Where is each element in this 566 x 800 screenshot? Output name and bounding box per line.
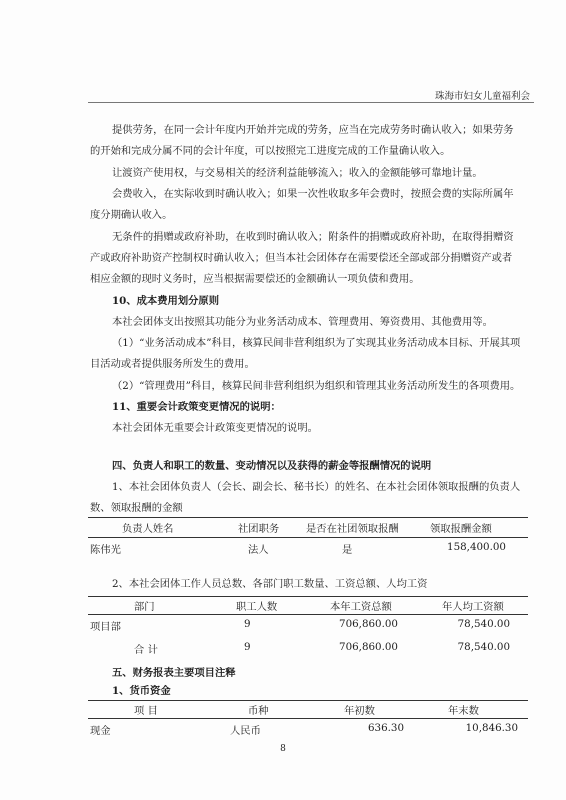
table-rule <box>88 700 528 701</box>
table-cell: 陈伟光 <box>90 544 121 556</box>
table-cell: 78,540.00 <box>457 618 510 630</box>
table-header-cell: 领取报酬金额 <box>430 523 492 535</box>
organization-name: 珠海市妇女儿童福利会 <box>434 91 530 102</box>
paragraph-line: 1、本社会团体负责人（会长、副会长、秘书长）的姓名、在本社会团体领取报酬的负责人 <box>112 481 521 493</box>
table-rule <box>88 718 528 719</box>
paragraph-line: 产或政府补助资产控制权时确认收入；但当本社会团体存在需要偿还全部或部分捐赠资产或者 <box>90 252 513 264</box>
header-rule <box>88 102 534 103</box>
table-header-cell: 年末数 <box>448 705 479 717</box>
table-cell: 9 <box>244 641 251 653</box>
table-header-cell: 职工人数 <box>236 601 278 613</box>
paragraph-line: 2、本社会团体工作人员总数、各部门职工数量、工资总额、人均工资 <box>112 578 428 590</box>
paragraph-line: （2）“管理费用”科目，核算民间非营利组织为组织和管理其业务活动所发生的各项费用。 <box>112 380 521 392</box>
paragraph-line: 提供劳务，在同一会计年度内开始并完成的劳务，应当在完成劳务时确认收入；如果劳务 <box>112 124 514 136</box>
paragraph-line: 让渡资产使用权，与交易相关的经济利益能够流入；收入的金额能够可靠地计量。 <box>112 167 483 179</box>
chapter-heading: 五、财务报表主要项目注释 <box>112 667 236 679</box>
paragraph-line: 相应金额的现时义务时，应当根据需要偿还的金额确认一项负债和费用。 <box>90 273 420 285</box>
table-cell: 现金 <box>90 725 111 737</box>
table-rule <box>88 537 528 538</box>
table-cell: 10,846.30 <box>465 722 518 734</box>
table-header-cell: 币种 <box>248 705 269 717</box>
paragraph-line: 目活动或者提供服务所发生的费用。 <box>90 358 255 370</box>
paragraph-line: 的开始和完成分属不同的会计年度，可以按照完工进度完成的工作量确认收入。 <box>90 145 451 157</box>
table-header-cell: 年初数 <box>344 705 375 717</box>
table-cell: 158,400.00 <box>447 541 506 553</box>
table-header-cell: 部门 <box>134 601 155 613</box>
table-cell: 项目部 <box>90 621 121 633</box>
paragraph-line: 数、领取报酬的金额 <box>90 502 183 514</box>
table-cell: 706,860.00 <box>339 641 398 653</box>
table-cell: 人民币 <box>230 725 261 737</box>
section-heading: 11、重要会计政策变更情况的说明： <box>112 401 281 413</box>
section-heading: 1、货币资金 <box>112 685 171 697</box>
table-cell: 706,860.00 <box>339 618 398 630</box>
section-heading: 10、成本费用划分原则 <box>112 295 220 307</box>
table-rule <box>88 517 528 518</box>
page-number: 8 <box>280 744 286 754</box>
paragraph-line: （1）“业务活动成本”科目，核算民间非营利组织为了实现其业务活动成本目标、开展其项 <box>112 337 521 349</box>
paragraph-line: 会费收入，在实际收到时确认收入；如果一次性收取多年会费时，按照会费的实际所属年 <box>112 188 514 200</box>
paragraph-line: 本社会团体无重要会计政策变更情况的说明。 <box>112 422 318 434</box>
table-cell: 9 <box>244 618 251 630</box>
paragraph-line: 度分期确认收入。 <box>90 209 173 221</box>
table-cell: 合 计 <box>134 644 158 656</box>
table-header-cell: 年人均工资额 <box>442 601 504 613</box>
table-header-cell: 本年工资总额 <box>330 601 392 613</box>
table-header-cell: 社团职务 <box>238 523 280 535</box>
paragraph-line: 本社会团体支出按照其功能分为业务活动成本、管理费用、筹资费用、其他费用等。 <box>112 316 493 328</box>
table-cell: 法人 <box>248 544 269 556</box>
table-header-cell: 是否在社团领取报酬 <box>306 523 399 535</box>
table-cell: 636.30 <box>367 722 404 734</box>
table-rule <box>88 614 528 615</box>
table-cell: 78,540.00 <box>457 641 510 653</box>
table-header-cell: 项 目 <box>134 705 158 717</box>
table-cell: 是 <box>342 544 353 556</box>
table-header-cell: 负责人姓名 <box>122 523 174 535</box>
chapter-heading: 四、负责人和职工的数量、变动情况以及获得的薪金等报酬情况的说明 <box>112 460 432 472</box>
table-rule <box>88 596 528 597</box>
paragraph-line: 无条件的捐赠或政府补助，在收到时确认收入；附条件的捐赠或政府补助，在取得捐赠资 <box>112 231 514 243</box>
